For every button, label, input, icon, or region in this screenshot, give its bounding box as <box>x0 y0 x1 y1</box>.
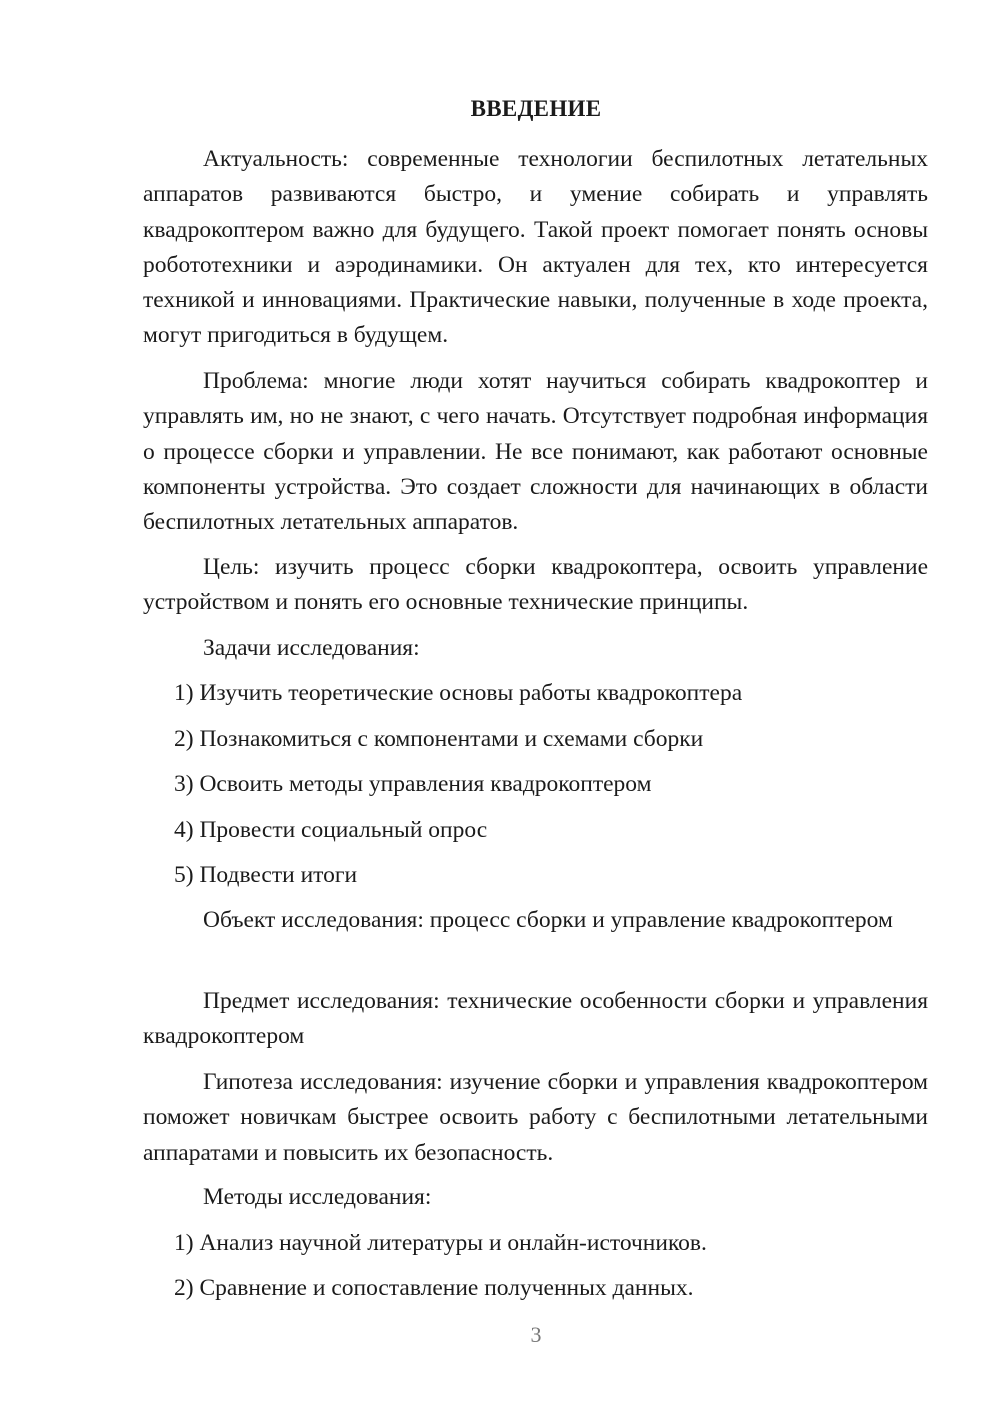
page-title: ВВЕДЕНИЕ <box>470 96 602 121</box>
task-item-3: 3) Освоить методы управления квадрокоптером <box>174 771 652 797</box>
tasks-heading: Задачи исследования: <box>203 635 420 661</box>
task-item-2: 2) Познакомиться с компонентами и схемами сборки <box>174 726 704 752</box>
task-item-4: 4) Провести социальный опрос <box>174 817 488 843</box>
task-item-1: 1) Изучить теоретические основы работы квадрокоптера <box>174 680 743 706</box>
methods-heading: Методы исследования: <box>203 1184 432 1210</box>
method-item-2: 2) Сравнение и сопоставление полученных данных. <box>174 1275 694 1301</box>
paragraph-hypothesis: Гипотеза исследования: изучение сборки и управления квадрокоптером поможет новичкам быстрее освоить работу с беспилотными летательными аппаратами и повысить их безопасность. <box>143 1069 928 1166</box>
task-item-5: 5) Подвести итоги <box>174 862 358 888</box>
paragraph-object: Объект исследования: процесс сборки и управление квадрокоптером <box>203 907 893 933</box>
paragraph-problem: Проблема: многие люди хотят научиться собирать квадрокоптер и управлять им, но не знают, с чего начать. Отсутствует подробная информация о процессе сборки и управлении. Не все понимают, как работают основные компоненты устройства. Это создает сложности для начинающих в области беспилотных летательных аппаратов. <box>143 368 928 536</box>
page-number: 3 <box>530 1322 542 1347</box>
paragraph-subject: Предмет исследования: технические особенности сборки и управления квадрокоптером <box>143 988 928 1050</box>
method-item-1: 1) Анализ научной литературы и онлайн-источников. <box>174 1230 707 1256</box>
paragraph-goal: Цель: изучить процесс сборки квадрокоптера, освоить управление устройством и понять его основные технические принципы. <box>143 554 928 616</box>
paragraph-relevance: Актуальность: современные технологии беспилотных летательных аппаратов развиваются быстро, и умение собирать и управлять квадрокоптером важно для будущего. Такой проект помогает понять основы робототехники и аэродинамики. Он актуален для тех, кто интересуется техникой и инновациями. Практические навыки, полученные в ходе проекта, могут пригодиться в будущем. <box>143 146 928 349</box>
